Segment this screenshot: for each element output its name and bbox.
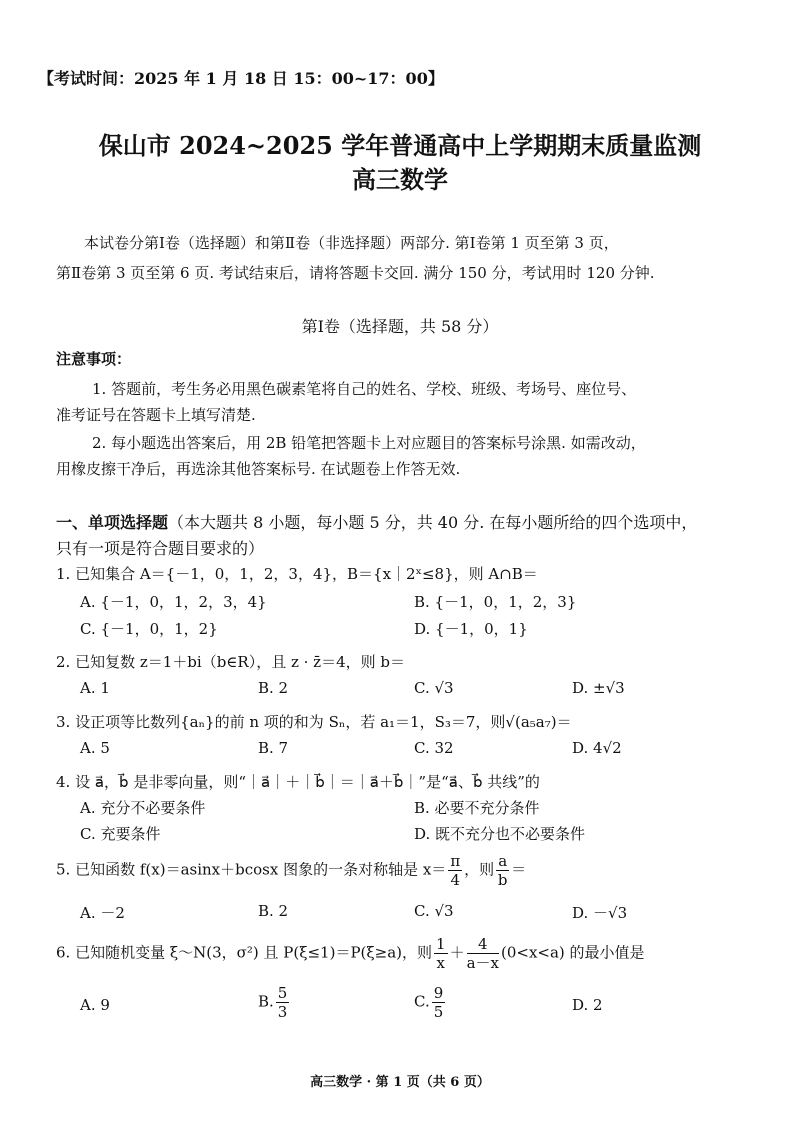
notice-item-2-line-2: 用橡皮擦干净后，再选涂其他答案标号. 在试题卷上作答无效. [56,460,461,478]
option-fraction [432,984,446,1021]
question-6-fraction-1-over-x [434,935,448,972]
part1-description: （本大题共 8 小题，每小题 5 分，共 40 分. 在每小题所给的四个选项中， [168,513,698,532]
question-3-option-b: B. 7 [258,739,289,757]
question-4-option-a: A. 充分不必要条件 [80,799,206,817]
part1-heading [56,510,697,533]
question-6-fraction-4-over-a-minus-x [467,935,499,972]
part1-description-2: 只有一项是符合题目要求的） [56,539,265,558]
notice-item-2-line-1: 2. 每小题选出答案后，用 2B 铅笔把答题卡上对应题目的答案标号涂黑. 如需改动， [92,434,646,452]
question-1-option-a: A. {－1，0，1，2，3，4} [80,593,267,611]
option-label: C. [414,992,430,1011]
question-6-plus: ＋ [449,943,465,962]
question-5-option-c: C. √3 [414,902,454,920]
fraction-denominator: 5 [433,1003,444,1021]
question-1-option-b: B. {－1，0，1，2，3} [414,593,577,611]
question-4-option-d: D. 既不充分也不必要条件 [414,825,586,843]
question-3-option-d: D. 4√2 [572,739,622,757]
fraction-numerator: a [498,852,508,870]
question-5-fraction-pi-over-4 [448,852,462,889]
fraction-numerator: 4 [467,935,499,954]
question-6-option-a: A. 9 [80,996,110,1014]
question-5-stem-post: ，则 [464,860,495,879]
page-title: 保山市 2024~2025 学年普通高中上学期期末质量监测 [98,131,702,160]
fraction-numerator: π [450,852,461,870]
question-2-option-b: B. 2 [258,679,289,697]
notice-heading: 注意事项： [56,350,132,368]
intro-line-2: 第Ⅱ卷第 3 页至第 6 页. 考试结束后，请将答题卡交回. 满分 150 分，考试用时 120 分钟. [56,264,655,282]
question-5-option-b: B. 2 [258,902,289,920]
question-4-option-b: B. 必要不充分条件 [414,799,540,817]
option-label: B. [258,992,274,1011]
fraction-numerator: 5 [277,984,288,1002]
question-6-stem-post: (0<x<a) 的最小值是 [500,943,645,962]
question-1-option-d: D. {－1，0，1} [414,620,528,638]
question-6-option-b [258,984,291,1021]
question-3-option-a: A. 5 [80,739,110,757]
fraction-numerator: 9 [433,984,444,1002]
question-5-stem [56,852,526,889]
question-2-option-d: D. ±√3 [572,679,625,697]
question-5-stem-end: ＝ [511,860,527,879]
option-fraction [276,984,290,1021]
fraction-denominator: x [436,954,446,972]
notice-item-1-line-1: 1. 答题前，考生务必用黑色碳素笔将自己的姓名、学校、班级、考场号、座位号、 [92,380,637,398]
exam-time: 【考试时间：2025 年 1 月 18 日 15：00~17：00】 [38,69,444,88]
question-6-option-c [414,984,447,1021]
intro-line-1: 本试卷分第Ⅰ卷（选择题）和第Ⅱ卷（非选择题）两部分. 第Ⅰ卷第 1 页至第 3 页， [84,234,619,252]
question-3-stem: 3. 设正项等比数列{aₙ}的前 n 项的和为 Sₙ，若 a₁＝1，S₃＝7，则√(a₅a₇)＝ [56,713,572,731]
question-2-option-c: C. √3 [414,679,454,697]
question-6-stem-pre: 6. 已知随机变量 ξ～N(3，σ²) 且 P(ξ≤1)＝P(ξ≥a)，则 [56,943,433,962]
question-5-option-d: D. －√3 [572,904,628,922]
question-3-option-c: C. 32 [414,739,454,757]
fraction-denominator: a－x [466,954,499,972]
question-2-option-a: A. 1 [80,679,110,697]
question-4-stem: 4. 设 a⃗，b⃗ 是非零向量，则“｜a⃗｜＋｜b⃗｜＝｜a⃗＋b⃗｜”是“a⃗、b⃗ 共线”的 [56,773,540,791]
page-footer: 高三数学 · 第 1 页（共 6 页） [310,1075,490,1090]
fraction-denominator: 3 [277,1003,288,1021]
question-1-stem: 1. 已知集合 A＝{－1，0，1，2，3，4}，B＝{x｜2ˣ≤8}，则 A∩B＝ [56,565,538,583]
question-5-stem-pre: 5. 已知函数 f(x)＝asinx＋bcosx 图象的一条对称轴是 x＝ [56,860,447,879]
question-1-option-c: C. {－1，0，1，2} [80,620,218,638]
part1-heading-label: 一、单项选择题 [56,513,169,532]
section-title: 第Ⅰ卷（选择题，共 58 分） [301,317,499,336]
fraction-numerator: 1 [436,935,446,953]
question-6-stem [56,935,645,972]
question-6-option-d: D. 2 [572,996,603,1014]
question-5-option-a: A. －2 [80,904,125,922]
question-5-fraction-a-over-b [496,852,509,889]
notice-item-1-line-2: 准考证号在答题卡上填写清楚. [56,406,256,424]
fraction-denominator: b [497,871,508,889]
page-subtitle: 高三数学 [352,165,448,194]
fraction-denominator: 4 [450,871,461,889]
question-4-option-c: C. 充要条件 [80,825,161,843]
question-2-stem: 2. 已知复数 z＝1＋bi（b∈R），且 z · z̄＝4，则 b＝ [56,653,405,671]
